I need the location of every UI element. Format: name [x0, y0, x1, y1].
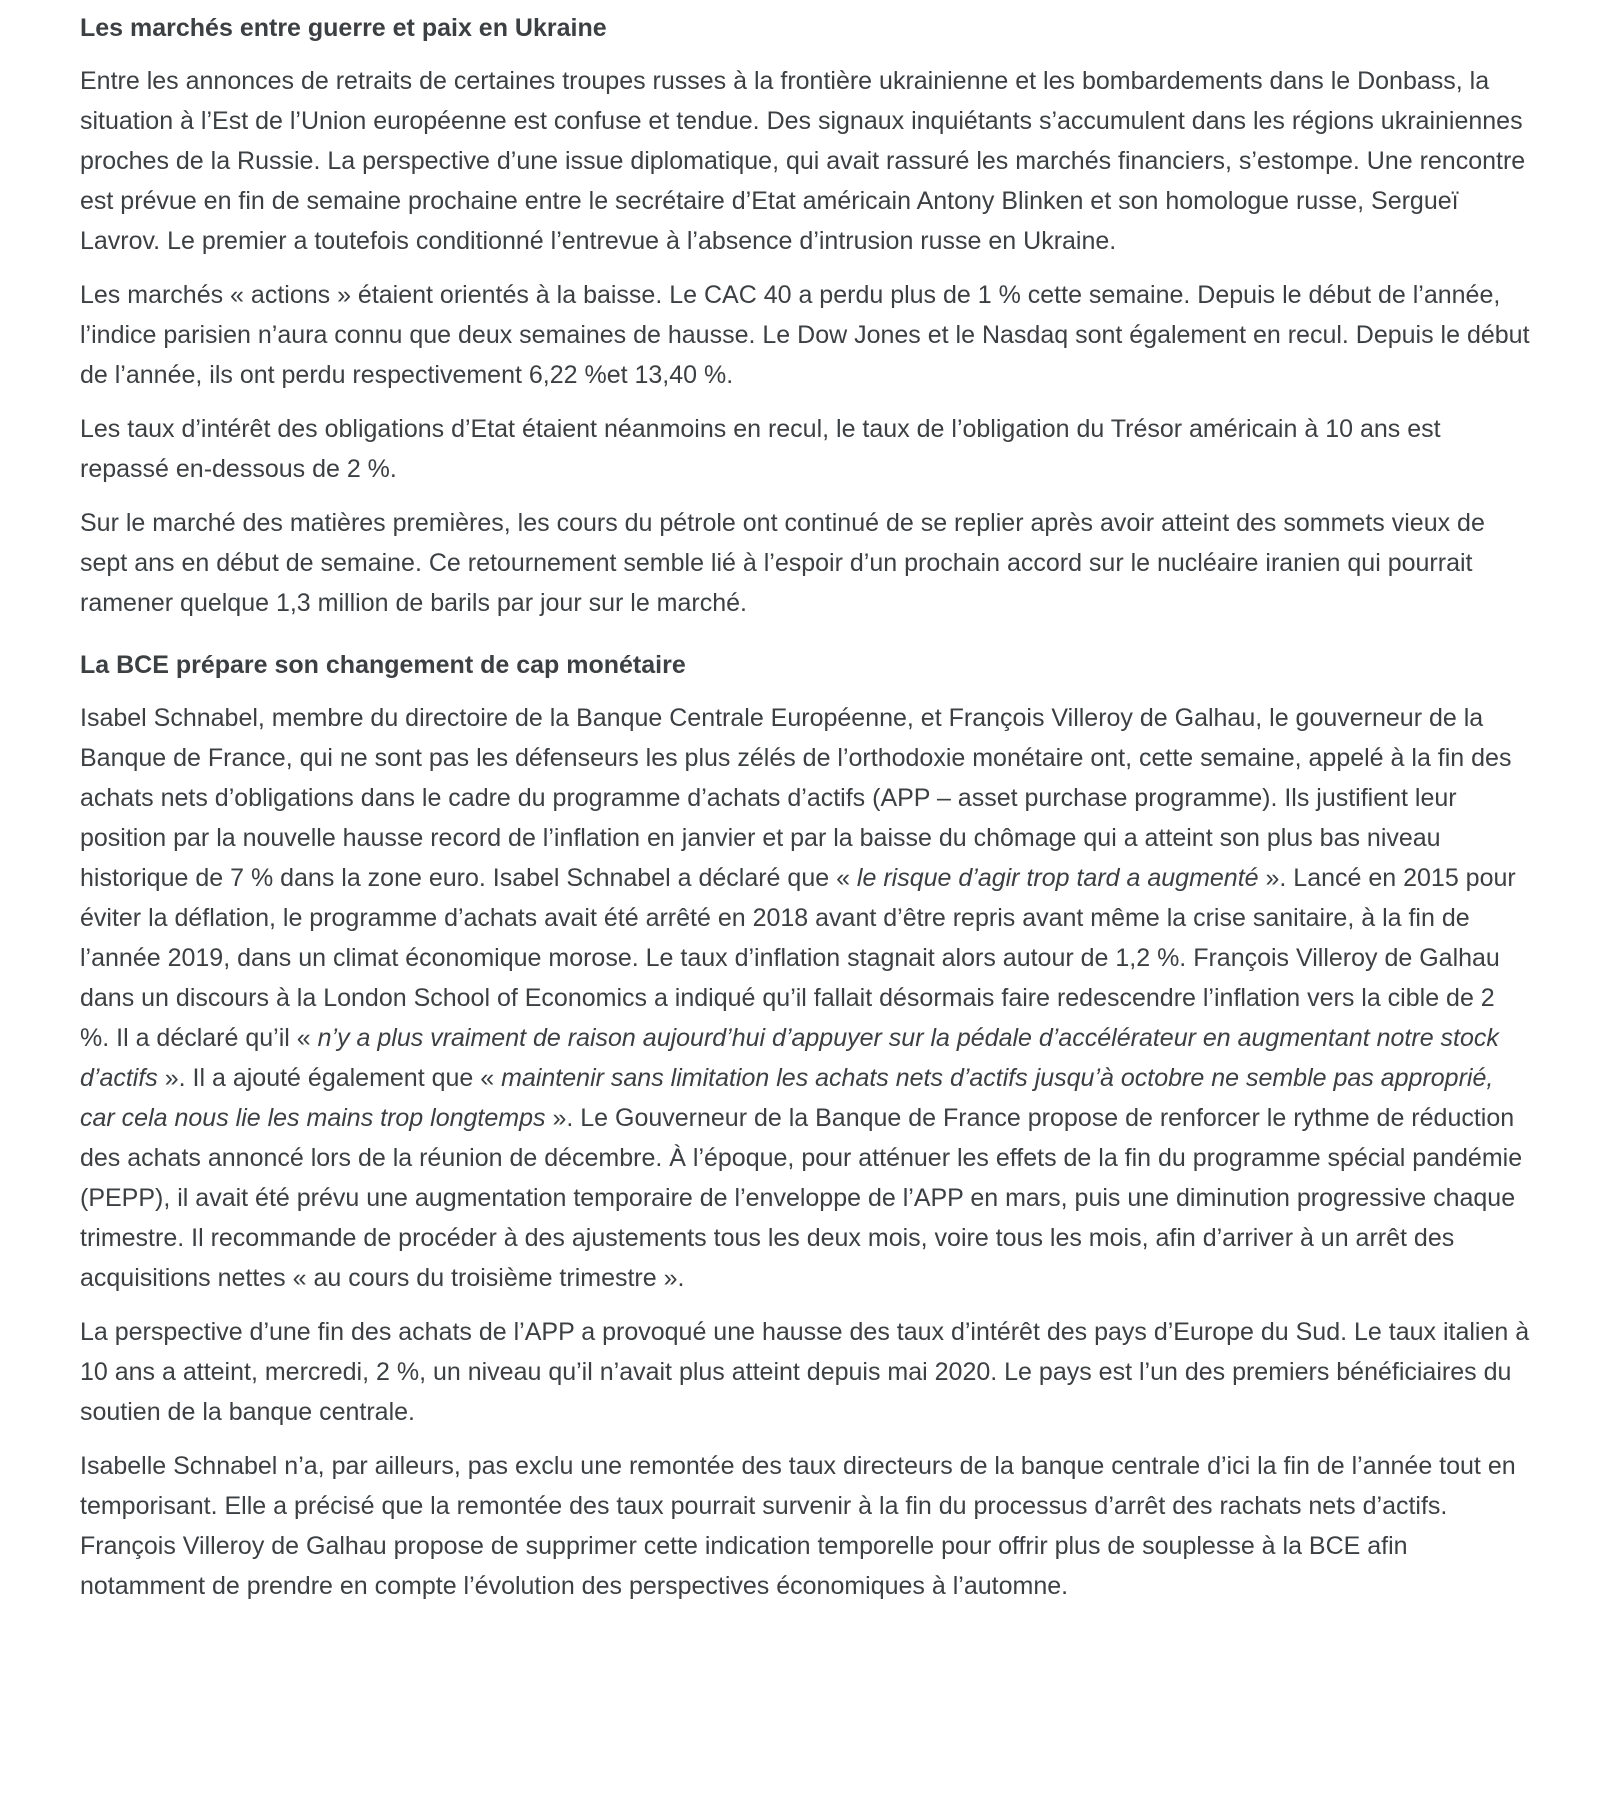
text-run: Les taux d’intérêt des obligations d’Etat étaient néanmoins en recul, le taux de l’obligation du Trésor américain à 10 ans est repassé en-dessous de 2 %.	[80, 415, 1441, 483]
text-run: Isabel Schnabel, membre du directoire de la Banque Centrale Européenne, et François Villeroy de Galhau, le gouverneur de la Banque de France, qui ne sont pas les défenseurs les plus zélés de l’orthodoxie monétaire ont, cette semaine, appelé à la fin des achats nets d’obligations dans le cadre du programme d’achats d’actifs (APP – asset purchase programme). Ils justifient leur position par la nouvelle hausse record de l’inflation en janvier et par la baisse du chômage qui a atteint son plus bas niveau historique de 7 % dans la zone euro. Isabel Schnabel a déclaré que «	[80, 704, 1512, 892]
section-heading: La BCE prépare son changement de cap monétaire	[80, 651, 686, 679]
text-run: ». Lancé en 2015 pour éviter la déflation, le programme d’achats avait été arrêté en 2018 avant d’être repris avant même la crise sanitaire, à la fin de l’année 2019, dans un climat économique morose. Le taux d’inflation stagnait alors autour de 1,2 %. François Villeroy de Galhau dans un discours à la London School of Economics a indiqué qu’il fallait désormais faire redescendre l’inflation vers la cible de 2 %. Il a déclaré qu’il «	[80, 864, 1516, 1052]
text-run: ». Le Gouverneur de la Banque de France propose de renforcer le rythme de réduction des achats annoncé lors de la réunion de décembre. À l’époque, pour atténuer les effets de la fin du programme spécial pandémie (PEPP), il avait été prévu une augmentation temporaire de l’enveloppe de l’APP en mars, puis une diminution progressive chaque trimestre. Il recommande de procéder à des ajustements tous les deux mois, voire tous les mois, afin d’arriver à un arrêt des acquisitions nettes « au cours du troisième trimestre ».	[80, 1104, 1523, 1292]
paragraph	[80, 1312, 1530, 1432]
italic-text-run: n’y a plus vraiment de raison aujourd’hui d’appuyer sur la pédale d’accélérateur en augmentant notre stock d’actifs	[80, 1024, 1499, 1092]
document-body	[80, 8, 1530, 1606]
italic-text-run: le risque d’agir trop tard a augmenté	[856, 864, 1259, 892]
section-heading: Les marchés entre guerre et paix en Ukraine	[80, 14, 607, 42]
paragraph	[80, 409, 1530, 489]
text-run: Entre les annonces de retraits de certaines troupes russes à la frontière ukrainienne et les bombardements dans le Donbass, la situation à l’Est de l’Union européenne est confuse et tendue. Des signaux inquiétants s’accumulent dans les régions ukrainiennes proches de la Russie. La perspective d’une issue diplomatique, qui avait rassuré les marchés financiers, s’estompe. Une rencontre est prévue en fin de semaine prochaine entre le secrétaire d’Etat américain Antony Blinken et son homologue russe, Sergueï Lavrov. Le premier a toutefois conditionné l’entrevue à l’absence d’intrusion russe en Ukraine.	[80, 67, 1526, 255]
text-run: Les marchés « actions » étaient orientés à la baisse. Le CAC 40 a perdu plus de 1 % cette semaine. Depuis le début de l’année, l’indice parisien n’aura connu que deux semaines de hausse. Le Dow Jones et le Nasdaq sont également en recul. Depuis le début de l’année, ils ont perdu respectivement 6,22 %et 13,40 %.	[80, 281, 1530, 389]
text-run: Isabelle Schnabel n’a, par ailleurs, pas exclu une remontée des taux directeurs de la banque centrale d’ici la fin de l’année tout en temporisant. Elle a précisé que la remontée des taux pourrait survenir à la fin du processus d’arrêt des rachats nets d’actifs. François Villeroy de Galhau propose de supprimer cette indication temporelle pour offrir plus de souplesse à la BCE afin notamment de prendre en compte l’évolution des perspectives économiques à l’automne.	[80, 1452, 1516, 1600]
text-run: La perspective d’une fin des achats de l’APP a provoqué une hausse des taux d’intérêt des pays d’Europe du Sud. Le taux italien à 10 ans a atteint, mercredi, 2 %, un niveau qu’il n’avait plus atteint depuis mai 2020. Le pays est l’un des premiers bénéficiaires du soutien de la banque centrale.	[80, 1318, 1530, 1426]
italic-text-run: maintenir sans limitation les achats nets d’actifs jusqu’à octobre ne semble pas approprié, car cela nous lie les mains trop longtemps	[80, 1064, 1494, 1132]
paragraph	[80, 61, 1530, 261]
paragraph	[80, 698, 1530, 1298]
text-run: ». Il a ajouté également que «	[157, 1064, 502, 1092]
text-run: Sur le marché des matières premières, les cours du pétrole ont continué de se replier après avoir atteint des sommets vieux de sept ans en début de semaine. Ce retournement semble lié à l’espoir d’un prochain accord sur le nucléaire iranien qui pourrait ramener quelque 1,3 million de barils par jour sur le marché.	[80, 509, 1485, 617]
paragraph	[80, 1446, 1530, 1606]
paragraph	[80, 503, 1530, 623]
paragraph	[80, 275, 1530, 395]
